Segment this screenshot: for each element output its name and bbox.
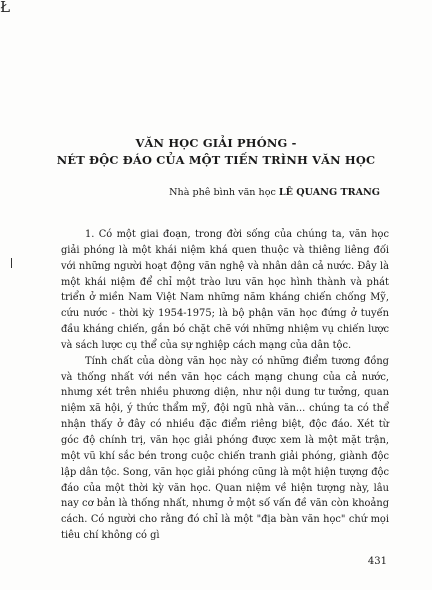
title-line-2: NÉT ĐỘC ĐÁO CỦA MỘT TIẾN TRÌNH VĂN HỌC <box>56 153 376 167</box>
paragraph-2: Tính chất của dòng văn học này có những điểm tương đồng và thống nhất với nền văn học cách mạng chung của cả nước, nhưng xét trên nhiều phương diện, như nội dung tư tưởng, quan niệm xã hội, ý thức thẩm mỹ, đội ngũ nhà văn... chúng ta có thể nhận thấy ở đây có nhiều đặc điểm riêng biệt, độc đáo. Xét từ góc độ chính trị, văn học giải phóng được xem là một mặt trận, một vũ khí sắc bén trong cuộc chiến tranh giải phóng, giành độc lập dân tộc. Song, văn học giải phóng cũng là một hiện tượng độc đáo của một thời kỳ văn học. Quan niệm về hiện tượng này, lâu nay cơ bản là thống nhất, nhưng ở một số vấn đề văn còn khoảng cách. Có người cho rằng đó chỉ là một "địa bàn văn học" chứ mọi tiêu chí không có gì <box>61 355 389 542</box>
paragraph-1: 1. Có một giai đoạn, trong đời sống của chúng ta, văn học giải phóng là một khái niệm khá quen thuộc và thiêng liêng đối với những người hoạt động văn nghệ và nhân dân cả nước. Đây là một khái niệm để chỉ một trào lưu văn học hình thành và phát triển ở miền Nam Việt Nam những năm kháng chiến chống Mỹ, cứu nước - thời kỳ 1954-1975; là bộ phận văn học đứng ở tuyến đầu kháng chiến, gắn bó chặt chẽ với những nhiệm vụ chiến lược và sách lược cụ thể của sự nghiệp cách mạng của dân tộc. <box>61 229 389 351</box>
margin-tick-mark <box>11 258 12 268</box>
page-number: 431 <box>367 556 387 567</box>
corner-scan-mark: Ł <box>0 0 11 16</box>
body-text <box>61 227 389 544</box>
author-name: LÊ QUANG TRANG <box>278 187 380 198</box>
author-prefix: Nhà phê bình văn học <box>169 187 279 198</box>
title-line-1: VĂN HỌC GIẢI PHÓNG - <box>135 136 297 150</box>
author-byline <box>169 187 380 198</box>
